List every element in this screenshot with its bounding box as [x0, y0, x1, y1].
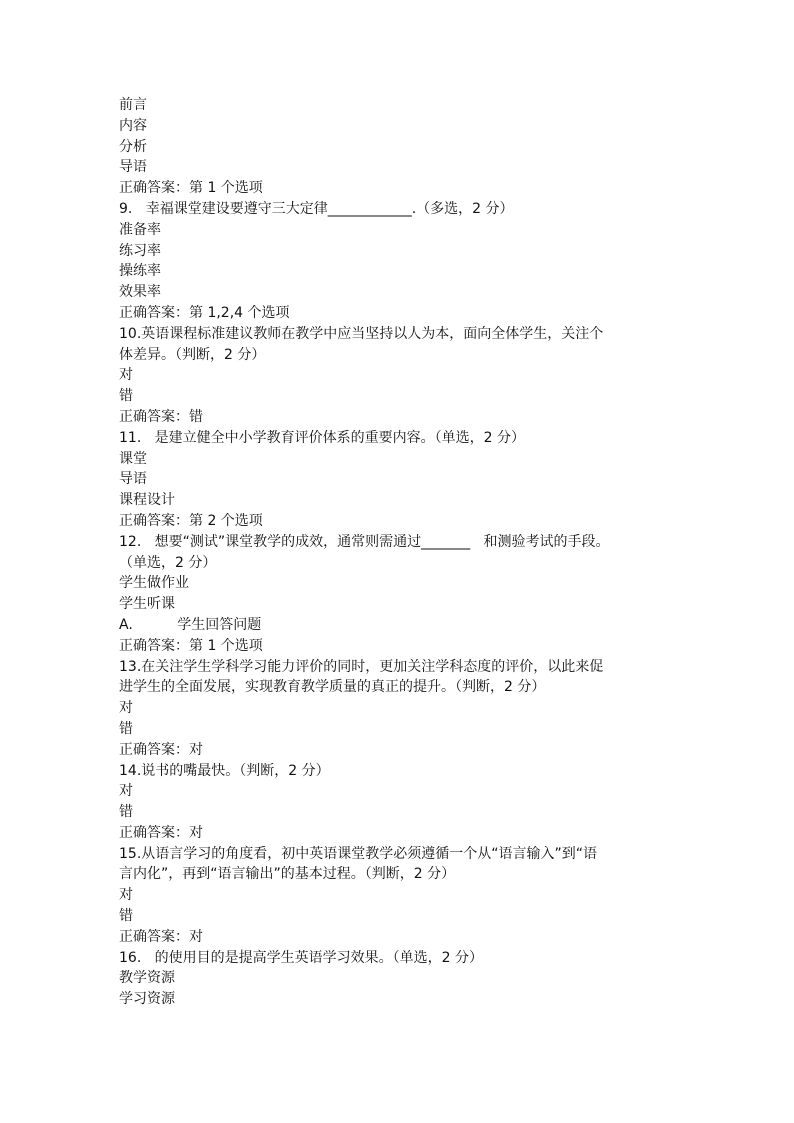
option-text: 对	[119, 783, 133, 800]
option-text: 学生做作业	[119, 575, 189, 592]
option-text: 错	[119, 804, 133, 821]
question-12: 12. 想要“测试”课堂教学的成效，通常则需通过_______ 和测验考试的手段。	[119, 533, 610, 550]
option-text: 课程设计	[119, 492, 175, 509]
option-text: 分析	[119, 138, 147, 155]
option-text: 练习率	[119, 242, 161, 259]
option-text: 课堂	[119, 450, 147, 467]
answer-text: 正确答案：对	[119, 741, 203, 758]
option-text: 内容	[119, 117, 147, 134]
question-12-continued: （单选，2 分）	[119, 554, 217, 571]
question-9: 9. 幸福课堂建设要遵守三大定律____________.（多选，2 分）	[119, 200, 514, 217]
question-10-continued: 体差异。（判断，2 分）	[119, 346, 266, 363]
option-text: 效果率	[119, 284, 161, 301]
question-15-continued: 言内化”，再到“语言输出”的基本过程。（判断，2 分）	[119, 866, 456, 883]
answer-text: 正确答案：错	[119, 408, 203, 425]
option-text: 错	[119, 388, 133, 405]
option-text: 学习资源	[119, 991, 175, 1008]
option-text: 教学资源	[119, 970, 175, 987]
option-text: 对	[119, 367, 133, 384]
option-text: 前言	[119, 97, 147, 113]
answer-text: 正确答案：第 1,2,4 个选项	[119, 304, 290, 321]
question-16: 16. 的使用目的是提高学生英语学习效果。（单选，2 分）	[119, 949, 483, 966]
answer-text: 正确答案：对	[119, 824, 203, 841]
question-13: 13.在关注学生学科学习能力评价的同时，更加关注学科态度的评价，以此来促	[119, 658, 604, 675]
question-10: 10.英语课程标准建议教师在教学中应当坚持以人为本，面向全体学生，关注个	[119, 325, 604, 342]
answer-text: 正确答案：第 1 个选项	[119, 180, 263, 197]
option-text: A. 学生回答问题	[119, 616, 262, 633]
question-14: 14.说书的嘴最快。（判断，2 分）	[119, 762, 330, 779]
option-text: 错	[119, 720, 133, 737]
answer-text: 正确答案：第 2 个选项	[119, 512, 263, 529]
option-text: 操练率	[119, 263, 161, 280]
question-15: 15.从语言学习的角度看，初中英语课堂教学必须遵循一个从“语言输入”到“语	[119, 845, 598, 862]
question-13-continued: 进学生的全面发展，实现教育教学质量的真正的提升。（判断，2 分）	[119, 679, 546, 696]
question-11: 11. 是建立健全中小学教育评价体系的重要内容。（单选，2 分）	[119, 429, 525, 446]
option-text: 对	[119, 887, 133, 904]
answer-text: 正确答案：第 1 个选项	[119, 637, 263, 654]
option-text: 准备率	[119, 221, 161, 238]
option-text: 学生听课	[119, 596, 175, 613]
option-text: 错	[119, 908, 133, 925]
option-text: 导语	[119, 471, 147, 488]
document-page	[119, 95, 679, 1010]
option-text: 导语	[119, 159, 147, 176]
option-text: 对	[119, 700, 133, 717]
answer-text: 正确答案：对	[119, 928, 203, 945]
